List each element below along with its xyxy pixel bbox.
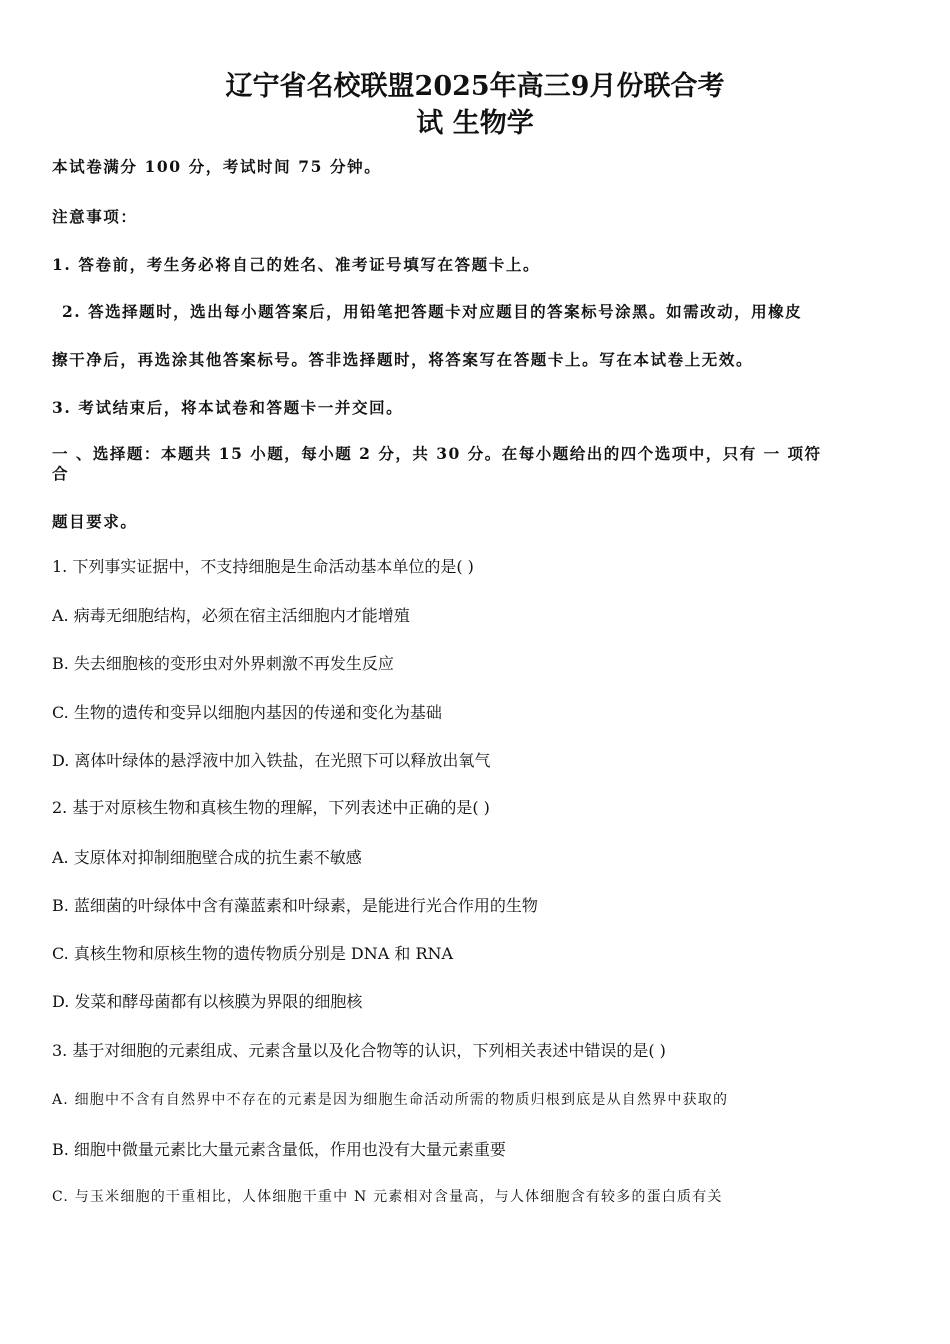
question-1-option-d: D. 离体叶绿体的悬浮液中加入铁盐，在光照下可以释放出氧气 xyxy=(52,751,491,770)
question-3-stem: 3. 基于对细胞的元素组成、元素含量以及化合物等的认识，下列相关表述中错误的是( ) xyxy=(52,1041,666,1060)
question-2-option-a: A. 支原体对抑制细胞壁合成的抗生素不敏感 xyxy=(52,848,362,867)
note-item-2-line2: 擦干净后，再选涂其他答案标号。答非选择题时，将答案写在答题卡上。写在本试卷上无效。 xyxy=(52,350,754,369)
question-1-stem: 1. 下列事实证据中，不支持细胞是生命活动基本单位的是( ) xyxy=(52,557,474,576)
question-3-option-c: C. 与玉米细胞的干重相比，人体细胞干重中 N 元素相对含量高，与人体细胞含有较多的蛋白质有关 xyxy=(52,1189,723,1205)
section-1-heading-line1: 一 、选择题：本题共 15 小题，每小题 2 分，共 30 分。在每小题给出的四个选项中，只有 一 项符 xyxy=(52,444,822,463)
question-2-option-c: C. 真核生物和原核生物的遗传物质分别是 DNA 和 RNA xyxy=(52,944,454,963)
question-3-option-b: B. 细胞中微量元素比大量元素含量低，作用也没有大量元素重要 xyxy=(52,1140,506,1159)
question-1-option-b: B. 失去细胞核的变形虫对外界刺激不再发生反应 xyxy=(52,654,394,673)
note-item-3: 3. 考试结束后，将本试卷和答题卡一并交回。 xyxy=(52,398,404,417)
question-2-option-b: B. 蓝细菌的叶绿体中含有藻蓝素和叶绿素，是能进行光合作用的生物 xyxy=(52,896,538,915)
question-3-option-a: A. 细胞中不含有自然界中不存在的元素是因为细胞生命活动所需的物质归根到底是从自然界中获取的 xyxy=(52,1092,729,1108)
section-1-heading-line2: 题目要求。 xyxy=(52,512,138,531)
question-1-option-a: A. 病毒无细胞结构，必须在宿主活细胞内才能增殖 xyxy=(52,606,410,625)
section-1-heading-wrap: 合 xyxy=(52,464,70,483)
question-2-stem: 2. 基于对原核生物和真核生物的理解，下列表述中正确的是( ) xyxy=(52,798,490,817)
exam-title-line2: 试 生物学 xyxy=(416,108,534,139)
note-item-1: 1. 答卷前，考生务必将自己的姓名、准考证号填写在答题卡上。 xyxy=(52,255,541,274)
question-2-option-d: D. 发菜和酵母菌都有以核膜为界限的细胞核 xyxy=(52,992,363,1011)
exam-title-line1: 辽宁省名校联盟2025年高三9月份联合考 xyxy=(225,71,725,102)
notes-heading: 注意事项： xyxy=(52,207,138,226)
note-item-2-line1: 2. 答选择题时，选出每小题答案后，用铅笔把答题卡对应题目的答案标号涂黑。如需改动，用橡皮 xyxy=(62,302,803,321)
question-1-option-c: C. 生物的遗传和变异以细胞内基因的传递和变化为基础 xyxy=(52,703,442,722)
intro-text: 本试卷满分 100 分，考试时间 75 分钟。 xyxy=(52,157,382,176)
